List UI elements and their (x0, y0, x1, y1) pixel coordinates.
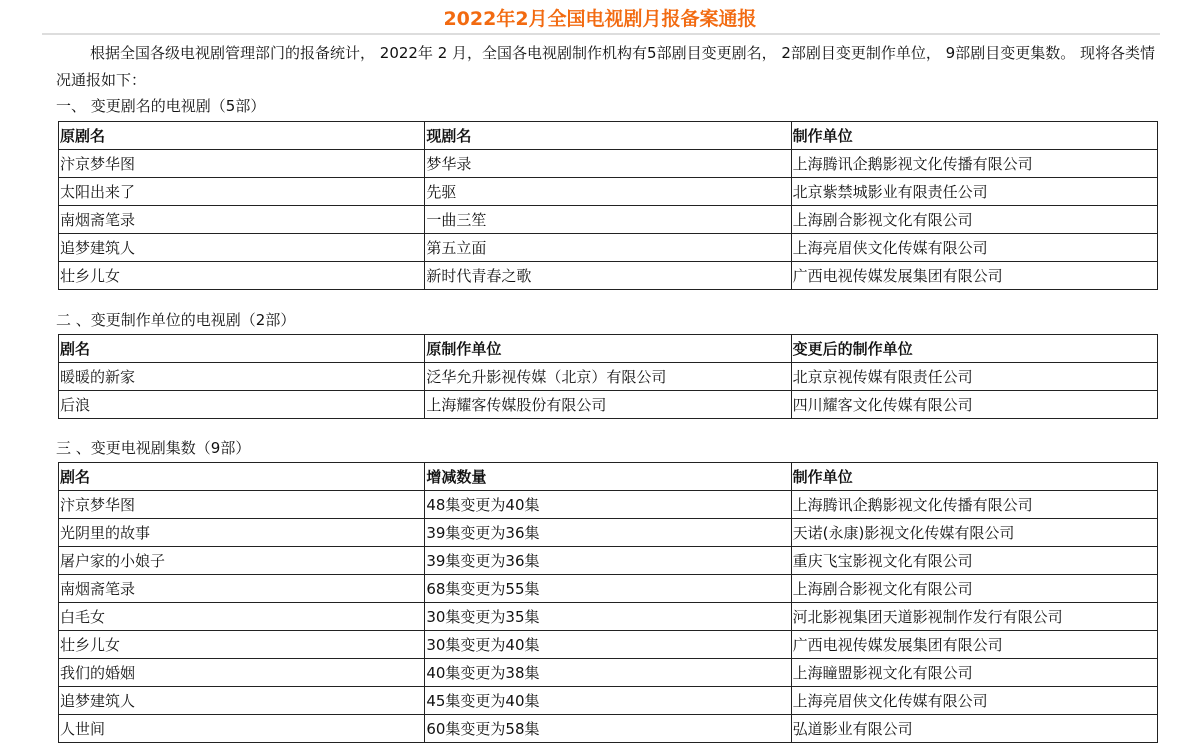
section-3-heading: 三 、变更电视剧集数（9部） (56, 439, 251, 457)
table-cell: 上海亮眉侠文化传媒有限公司 (791, 234, 1157, 262)
table-cell: 壮乡儿女 (59, 631, 425, 659)
column-header: 原剧名 (59, 122, 425, 150)
table-cell: 梦华录 (425, 150, 791, 178)
table-cell: 第五立面 (425, 234, 791, 262)
table-cell: 南烟斋笔录 (59, 575, 425, 603)
table-cell: 39集变更为36集 (425, 519, 791, 547)
table-cell: 上海剧合影视文化有限公司 (791, 575, 1157, 603)
column-header: 增减数量 (425, 463, 791, 491)
table-header-row (59, 335, 1158, 363)
table-row (59, 363, 1158, 391)
rename-table (58, 121, 1158, 290)
table-cell: 北京京视传媒有限责任公司 (791, 363, 1157, 391)
episode-change-table (58, 462, 1158, 743)
table-cell: 39集变更为36集 (425, 547, 791, 575)
table-row (59, 715, 1158, 743)
column-header: 制作单位 (791, 122, 1157, 150)
table-cell: 30集变更为35集 (425, 603, 791, 631)
table-cell: 68集变更为55集 (425, 575, 791, 603)
table-row (59, 178, 1158, 206)
table-cell: 一曲三笙 (425, 206, 791, 234)
table-cell: 壮乡儿女 (59, 262, 425, 290)
table-cell: 我们的婚姻 (59, 659, 425, 687)
producer-change-table (58, 334, 1158, 419)
table-cell: 48集变更为40集 (425, 491, 791, 519)
table-cell: 追梦建筑人 (59, 234, 425, 262)
table-cell: 弘道影业有限公司 (791, 715, 1157, 743)
table-row (59, 575, 1158, 603)
table-cell: 北京紫禁城影业有限责任公司 (791, 178, 1157, 206)
table-cell: 上海腾讯企鹅影视文化传播有限公司 (791, 150, 1157, 178)
column-header: 制作单位 (791, 463, 1157, 491)
table-cell: 四川耀客文化传媒有限公司 (791, 391, 1157, 419)
table-row (59, 391, 1158, 419)
table-cell: 上海亮眉侠文化传媒有限公司 (791, 687, 1157, 715)
table-row (59, 659, 1158, 687)
column-header: 剧名 (59, 463, 425, 491)
table-cell: 上海瞳盟影视文化有限公司 (791, 659, 1157, 687)
table-header-row (59, 122, 1158, 150)
table-cell: 45集变更为40集 (425, 687, 791, 715)
table-cell: 60集变更为58集 (425, 715, 791, 743)
column-header: 现剧名 (425, 122, 791, 150)
table-row (59, 547, 1158, 575)
table-row (59, 150, 1158, 178)
table-row (59, 519, 1158, 547)
table-cell: 汴京梦华图 (59, 491, 425, 519)
section-2-heading: 二 、变更制作单位的电视剧（2部） (56, 311, 296, 329)
divider (42, 33, 1160, 35)
table-cell: 40集变更为38集 (425, 659, 791, 687)
table-header-row (59, 463, 1158, 491)
table-cell: 上海腾讯企鹅影视文化传播有限公司 (791, 491, 1157, 519)
column-header: 剧名 (59, 335, 425, 363)
table-cell: 泛华允升影视传媒（北京）有限公司 (425, 363, 791, 391)
intro-paragraph: 根据全国各级电视剧管理部门的报备统计， 2022年 2 月，全国各电视剧制作机构有5部剧目变更剧名， 2部剧目变更制作单位， 9部剧目变更集数。 现将各类情况通报如下： (56, 44, 1155, 89)
table-cell: 追梦建筑人 (59, 687, 425, 715)
table-row (59, 631, 1158, 659)
table-cell: 上海耀客传媒股份有限公司 (425, 391, 791, 419)
table-cell: 重庆飞宝影视文化有限公司 (791, 547, 1157, 575)
table-cell: 光阴里的故事 (59, 519, 425, 547)
table-row (59, 234, 1158, 262)
table-cell: 河北影视集团天道影视制作发行有限公司 (791, 603, 1157, 631)
table-row (59, 491, 1158, 519)
table-cell: 广西电视传媒发展集团有限公司 (791, 631, 1157, 659)
table-cell: 屠户家的小娘子 (59, 547, 425, 575)
table-row (59, 262, 1158, 290)
table-cell: 天诺(永康)影视文化传媒有限公司 (791, 519, 1157, 547)
table-cell: 南烟斋笔录 (59, 206, 425, 234)
table-row (59, 687, 1158, 715)
table-cell: 暖暖的新家 (59, 363, 425, 391)
page-title: 2022年2月全国电视剧月报备案通报 (443, 8, 757, 30)
table-cell: 上海剧合影视文化有限公司 (791, 206, 1157, 234)
table-cell: 白毛女 (59, 603, 425, 631)
column-header: 变更后的制作单位 (791, 335, 1157, 363)
table-cell: 新时代青春之歌 (425, 262, 791, 290)
table-cell: 汴京梦华图 (59, 150, 425, 178)
table-row (59, 206, 1158, 234)
table-cell: 30集变更为40集 (425, 631, 791, 659)
table-row (59, 603, 1158, 631)
table-cell: 广西电视传媒发展集团有限公司 (791, 262, 1157, 290)
column-header: 原制作单位 (425, 335, 791, 363)
table-cell: 先驱 (425, 178, 791, 206)
section-1-heading: 一、 变更剧名的电视剧（5部） (56, 97, 266, 115)
table-cell: 太阳出来了 (59, 178, 425, 206)
table-cell: 人世间 (59, 715, 425, 743)
table-cell: 后浪 (59, 391, 425, 419)
